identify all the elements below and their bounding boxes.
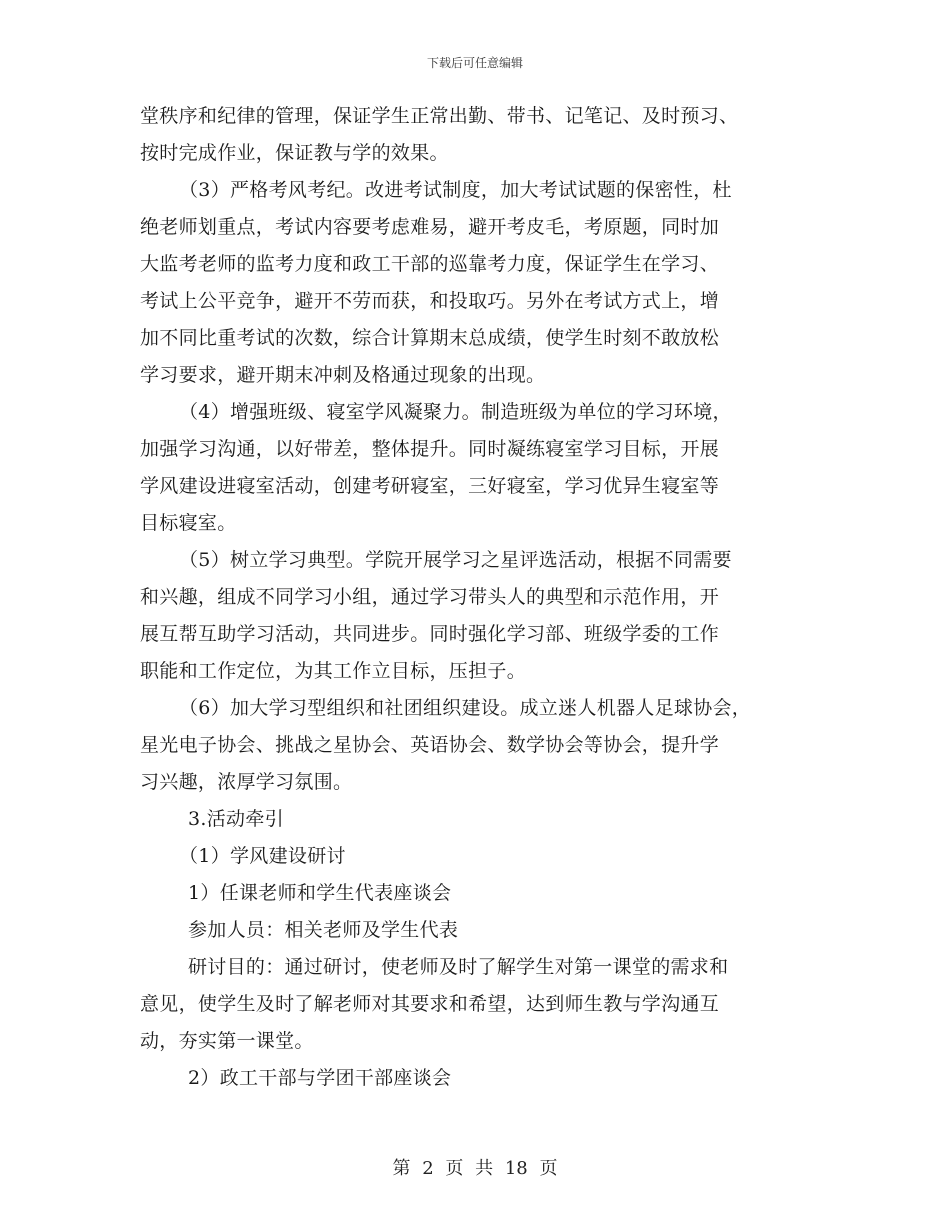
text-line: 大监考老师的监考力度和政工干部的巡靠考力度，保证学生在学习、 [140,253,720,275]
subsection-heading: （1）学风建设研讨 [179,845,346,867]
text-line: 学习要求，避开期末冲刺及格通过现象的出现。 [140,364,546,386]
text-line: 和兴趣，组成不同学习小组，通过学习带头人的典型和示范作用，开 [140,586,720,608]
text-line: 堂秩序和纪律的管理，保证学生正常出勤、带书、记笔记、及时预习、 [140,105,739,127]
text-line: 绝老师划重点，考试内容要考虑难易，避开考皮毛，考原题，同时加 [140,216,720,238]
paragraph-start: （4）增强班级、寝室学风凝聚力。制造班级为单位的学习环境， [179,401,732,423]
item-heading: 2）政工干部与学团干部座谈会 [188,1067,452,1089]
participants-line: 参加人员：相关老师及学生代表 [188,919,459,941]
text-line: 学风建设进寝室活动，创建考研寝室，三好寝室，学习优异生寝室等 [140,475,720,497]
paragraph-start: （5）树立学习典型。学院开展学习之星评选活动，根据不同需要 [179,549,732,571]
text-line: 加不同比重考试的次数，综合计算期末总成绩，使学生时刻不敢放松 [140,327,720,349]
paragraph-start: （6）加大学习型组织和社团组织建设。成立迷人机器人足球协会， [179,697,752,719]
text-line: 意见，使学生及时了解老师对其要求和希望，达到师生教与学沟通互 [140,993,720,1015]
document-body [140,98,820,1097]
page-header: 下载后可任意编辑 [426,56,523,70]
paragraph-start: （3）严格考风考纪。改进考试制度，加大考试试题的保密性，杜 [179,179,732,201]
text-line: 加强学习沟通，以好带差，整体提升。同时凝练寝室学习目标，开展 [140,438,720,460]
text-line: 展互帮互助学习活动，共同进步。同时强化学习部、班级学委的工作 [140,623,720,645]
text-line: 按时完成作业，保证教与学的效果。 [140,142,449,164]
text-line: 考试上公平竞争，避开不劳而获，和投取巧。另外在考试方式上，增 [140,290,720,312]
section-heading: 3.活动牵引 [188,808,284,830]
text-line: 职能和工作定位，为其工作立目标，压担子。 [140,660,527,682]
page-footer: 第 2 页 共 18 页 [392,1158,558,1179]
text-line: 习兴趣，浓厚学习氛围。 [140,771,353,793]
text-line: 星光电子协会、挑战之星协会、英语协会、数学协会等协会，提升学 [140,734,720,756]
item-heading: 1）任课老师和学生代表座谈会 [188,882,452,904]
paragraph-start: 研讨目的：通过研讨，使老师及时了解学生对第一课堂的需求和 [188,956,729,978]
text-line: 动，夯实第一课堂。 [140,1030,314,1052]
text-line: 目标寝室。 [140,512,237,534]
